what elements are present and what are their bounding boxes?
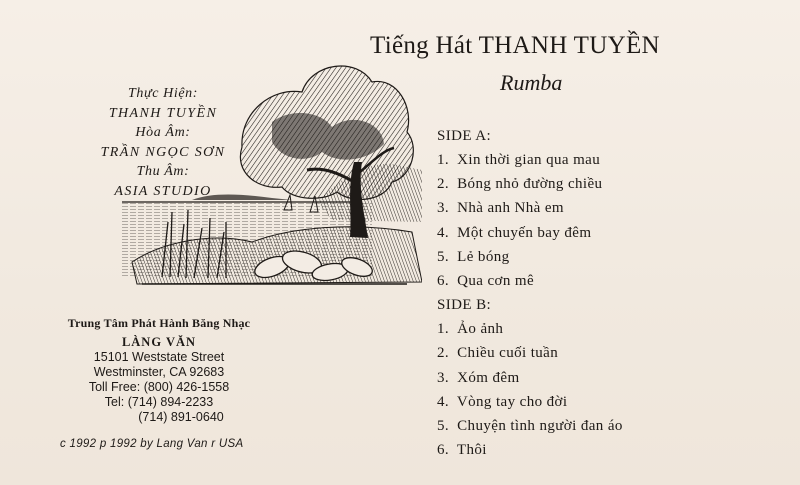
track-item: 1. Xin thời gian qua mau	[437, 152, 601, 168]
track-item: 6. Qua cơn mê	[437, 272, 535, 289]
studio-name: ASIA STUDIO	[114, 183, 212, 199]
credits-block	[78, 84, 248, 201]
address-line-2: Westminster, CA 92683	[93, 365, 225, 379]
track-item: 3. Xóm đêm	[437, 369, 520, 386]
track-item: 5. Lẻ bóng	[437, 248, 510, 265]
track-item: 2. Bóng nhỏ đường chiều	[437, 176, 603, 193]
toll-free-phone: Toll Free: (800) 426-1558	[88, 380, 230, 394]
track-item: 2. Chiều cuối tuần	[437, 345, 559, 362]
distributor-block	[38, 316, 280, 425]
distributor-title: Trung Tâm Phát Hành Băng Nhạc	[67, 316, 251, 330]
copyright-notice: c 1992 p 1992 by Lang Van r USA	[60, 438, 244, 450]
album-header	[370, 32, 770, 95]
arranger-name: TRẦN NGỌC SƠN	[100, 144, 226, 160]
performed-by-label: Thực Hiện:	[127, 86, 198, 101]
track-item: 4. Một chuyến bay đêm	[437, 224, 592, 241]
tracklist	[437, 124, 777, 462]
address-line-1: 15101 Weststate Street	[93, 350, 225, 364]
album-genre: Rumba	[500, 70, 563, 95]
track-item: 1. Ảo ảnh	[437, 321, 504, 338]
track-item: 4. Vòng tay cho đời	[437, 393, 568, 410]
tel-phone: Tel: (714) 894-2233	[104, 395, 214, 409]
tel-phone-2: (714) 891-0640	[138, 410, 224, 424]
side-a-label: SIDE A:	[437, 128, 492, 144]
recorded-by-label: Thu Âm:	[136, 164, 190, 179]
performer-name: THANH TUYỀN	[108, 105, 218, 121]
track-item: 5. Chuyện tình người đan áo	[437, 417, 623, 434]
distributor-name: LÀNG VĂN	[121, 335, 197, 349]
side-b-label: SIDE B:	[437, 297, 492, 314]
album-title: Tiếng Hát THANH TUYỀN	[370, 32, 660, 59]
track-item: 3. Nhà anh Nhà em	[437, 200, 564, 217]
arranged-by-label: Hòa Âm:	[135, 125, 191, 140]
track-item: 6. Thôi	[437, 442, 487, 459]
